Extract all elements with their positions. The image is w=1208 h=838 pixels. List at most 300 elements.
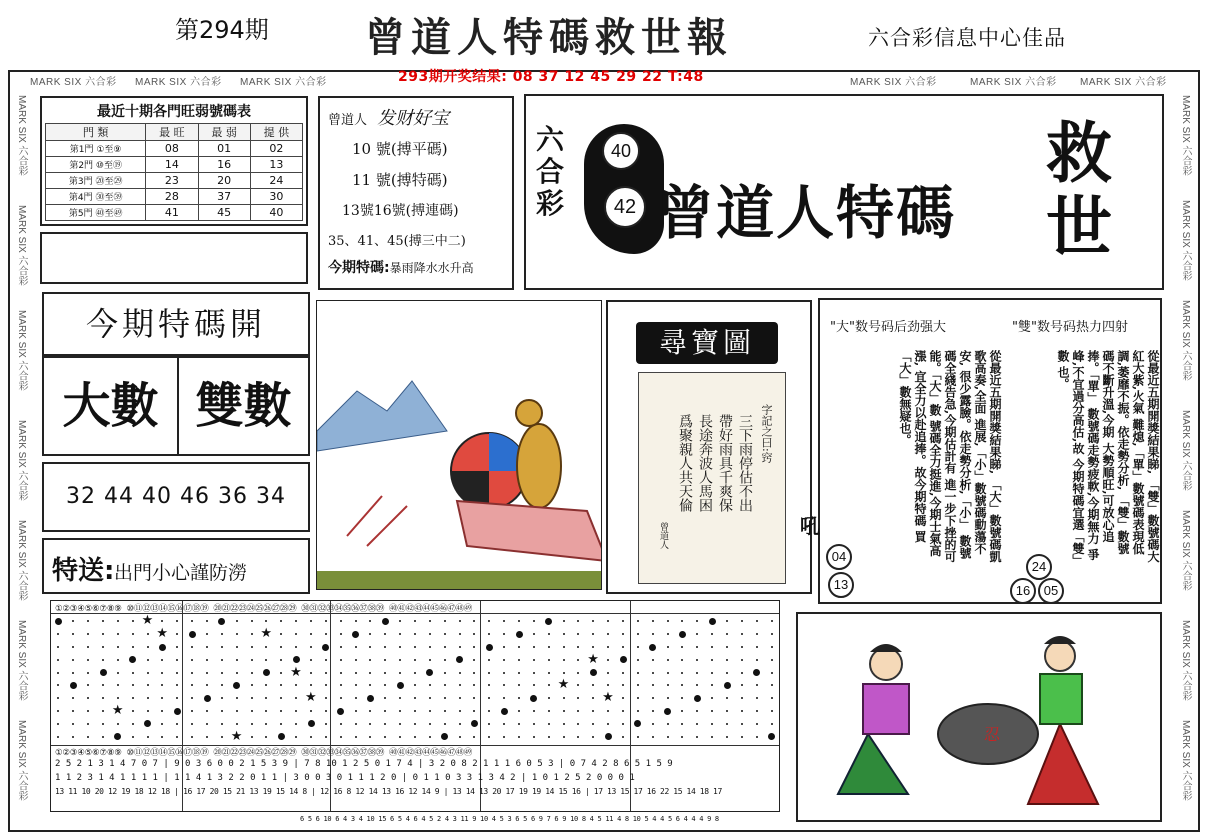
grid-dot (176, 697, 178, 699)
analysis-line: 號碼全力挺進,今期士氣高漲, (913, 350, 942, 557)
grid-dot (325, 710, 327, 712)
grid-dot (726, 710, 728, 712)
watermark-text: MARK SIX 六合彩 (240, 77, 327, 88)
grid-dot (694, 695, 701, 702)
grid-dot (176, 620, 178, 622)
side-watermark: MARK SIX 六合彩 (1180, 200, 1191, 281)
grid-dot (72, 646, 74, 648)
analysis-line: 調,萎靡不振。依走勢分析, (1116, 350, 1130, 491)
grid-dot (280, 684, 282, 686)
grid-dot (756, 659, 758, 661)
grid-dot (637, 672, 639, 674)
grid-dot (741, 684, 743, 686)
analysis-line: 今期特碼宜選「雙」數 (1056, 350, 1085, 561)
grid-dot (771, 659, 773, 661)
grid-dot (622, 710, 624, 712)
grid-dot (117, 620, 119, 622)
grid-dot (607, 620, 609, 622)
grid-dot (251, 672, 253, 674)
send-text: 出門小心謹防澇 (114, 562, 248, 584)
fortune-line: 35、41、45(搏三中二) (328, 234, 466, 249)
grid-dot (533, 723, 535, 725)
grid-dot (236, 723, 238, 725)
grid-dot (622, 672, 624, 674)
grid-dot (459, 620, 461, 622)
grid-dot (726, 620, 728, 622)
treasure-poem-line: 長途奔波人馬困 (697, 414, 713, 512)
grid-dot (236, 672, 238, 674)
grid-dot (533, 672, 535, 674)
grid-dot (310, 659, 312, 661)
grid-dot (607, 723, 609, 725)
grid-dot (236, 646, 238, 648)
grid-dot (518, 697, 520, 699)
grid-dot (548, 736, 550, 738)
grid-dot (414, 620, 416, 622)
grid-dot (518, 736, 520, 738)
grid-dot (251, 646, 253, 648)
grid-dot (102, 697, 104, 699)
grid-dot (622, 684, 624, 686)
grid-dot (176, 723, 178, 725)
main-title: 曾道人特碼救世報 (365, 14, 733, 61)
grid-dot (147, 710, 149, 712)
side-watermark: MARK SIX 六合彩 (1180, 95, 1191, 176)
grid-dot (117, 659, 119, 661)
grid-dot (756, 633, 758, 635)
grid-dot (444, 684, 446, 686)
last-result: 293期开奖结果: 08 37 12 45 29 22 T:48 (398, 69, 704, 85)
analysis-line: 數號碼全綫告急,今期估計有 (943, 350, 972, 559)
table-cell: 01 (198, 141, 250, 157)
table-cell: 37 (198, 189, 250, 205)
grid-dot (726, 646, 728, 648)
grid-dot (57, 633, 59, 635)
grid-dot (592, 646, 594, 648)
grid-dot (711, 736, 713, 738)
grid-dot (518, 672, 520, 674)
grid-dot (488, 659, 490, 661)
grid-dot (771, 646, 773, 648)
logo-ball-bottom: 42 (604, 186, 646, 228)
grid-dot (488, 736, 490, 738)
table-cell: 02 (250, 141, 302, 157)
grid-dot (533, 620, 535, 622)
grid-dot (295, 736, 297, 738)
grid-dot (696, 710, 698, 712)
grid-dot (444, 646, 446, 648)
grid-dot (545, 618, 552, 625)
side-watermark: MARK SIX 六合彩 (16, 520, 27, 601)
grid-dot (756, 736, 758, 738)
grid-dot (414, 723, 416, 725)
grid-dot (548, 723, 550, 725)
grid-dot (414, 697, 416, 699)
grid-dot (607, 659, 609, 661)
grid-dot (295, 633, 297, 635)
grid-dot (459, 723, 461, 725)
grid-dot (369, 684, 371, 686)
grid-dot (649, 644, 656, 651)
grid-dot (667, 736, 669, 738)
grid-dot (57, 646, 59, 648)
grid-dot (308, 720, 315, 727)
grid-dot (681, 620, 683, 622)
special-open-box (42, 292, 310, 356)
grid-dot (429, 697, 431, 699)
grid-dot (221, 723, 223, 725)
grid-dot (414, 646, 416, 648)
grid-dot (384, 736, 386, 738)
table-cell: 20 (198, 173, 250, 189)
grid-dot (681, 736, 683, 738)
grid-dot (548, 659, 550, 661)
grid-dot (57, 710, 59, 712)
grid-dot (741, 620, 743, 622)
grid-dot (696, 620, 698, 622)
analysis-line: 大勢順旺,可放心追捧。「單」 (1086, 350, 1115, 543)
logo-side-text: 六合彩 (536, 123, 565, 220)
grid-dot (488, 684, 490, 686)
grid-dot (369, 736, 371, 738)
fortune-line: 13號16號(搏連碼) (342, 203, 459, 219)
grid-star: ★ (260, 626, 273, 642)
grid-dot (355, 620, 357, 622)
grid-dot (265, 646, 267, 648)
cartoon-illustration (798, 614, 1160, 820)
grid-dot (634, 720, 641, 727)
grid-dot (117, 684, 119, 686)
grid-count-row: 2 5 2 1 3 1 4 7 0 7 | 9 0 3 6 0 0 2 1 5 3 9 | 7 8 10 1 2 5 0 1 7 4 | 3 2 0 8 2 1 1 1 6 0 5 3 | 0 7 4 2 8 6 5 1 5 9 (55, 759, 673, 769)
analysis-line: 宜全力以赴追捧。故今期特碼 (913, 370, 927, 527)
analysis-line: 從最近五期開獎結果睇, (988, 350, 1002, 475)
grid-dot (681, 672, 683, 674)
grid-dot (711, 684, 713, 686)
grid-dot (369, 710, 371, 712)
grid-dot (384, 684, 386, 686)
grid-dot (265, 620, 267, 622)
ten-period-table-box (40, 96, 308, 226)
grid-dot (488, 697, 490, 699)
grid-dot (681, 684, 683, 686)
grid-dot (191, 697, 193, 699)
grid-dot (590, 669, 597, 676)
grid-dot (711, 672, 713, 674)
grid-dot (473, 684, 475, 686)
grid-dot (726, 736, 728, 738)
analysis-line: 「雙」數號碼大紅大紫,火氣 (1131, 350, 1160, 563)
grid-dot (459, 710, 461, 712)
grid-dot (221, 736, 223, 738)
grid-dot (191, 672, 193, 674)
grid-dot (117, 697, 119, 699)
grid-star: ★ (587, 651, 599, 667)
grid-dot (174, 708, 181, 715)
grid-dot (206, 672, 208, 674)
grid-dot (399, 633, 401, 635)
grid-dot (709, 618, 716, 625)
grid-dot (340, 697, 342, 699)
table-header: 最 弱 (198, 124, 250, 141)
grid-dot (667, 646, 669, 648)
table-cell: 第1門 ①至⑨ (46, 141, 146, 157)
grid-dot (622, 736, 624, 738)
grid-dot (652, 684, 654, 686)
grid-dot (355, 684, 357, 686)
grid-dot (355, 710, 357, 712)
grid-dot (251, 697, 253, 699)
grid-dot (57, 697, 59, 699)
grid-dot (756, 646, 758, 648)
grid-dot (592, 710, 594, 712)
cartoon-seal: 忍 (984, 725, 1001, 744)
grid-dot (429, 620, 431, 622)
grid-dot (280, 723, 282, 725)
side-watermark: MARK SIX 六合彩 (16, 205, 27, 286)
fortune-label: 曾道人 (328, 113, 368, 128)
grid-dot (548, 684, 550, 686)
grid-dot (132, 684, 134, 686)
grid-dot (57, 736, 59, 738)
grid-dot (459, 646, 461, 648)
table-cell: 14 (146, 157, 198, 173)
grid-dot (102, 646, 104, 648)
grid-dot (637, 684, 639, 686)
grid-dot (221, 672, 223, 674)
grid-dot (488, 672, 490, 674)
grid-dot (129, 656, 136, 663)
grid-dot (741, 659, 743, 661)
grid-dot (399, 736, 401, 738)
table-header: 門 類 (46, 124, 146, 141)
grid-dot (132, 646, 134, 648)
side-watermark: MARK SIX 六合彩 (16, 310, 27, 391)
grid-dot (295, 620, 297, 622)
watermark-text: MARK SIX 六合彩 (850, 77, 937, 88)
grid-dot (592, 684, 594, 686)
grid-dot (503, 723, 505, 725)
grid-dot (147, 684, 149, 686)
grid-dot (369, 723, 371, 725)
grid-dot (771, 633, 773, 635)
grid-dot (607, 684, 609, 686)
grid-dot (176, 646, 178, 648)
grid-dot (444, 633, 446, 635)
fortune-brand: 发财好宝 (377, 108, 450, 129)
grid-dot (191, 684, 193, 686)
grid-dot (503, 633, 505, 635)
grid-dot (102, 659, 104, 661)
grid-dot (117, 723, 119, 725)
grid-dot (696, 646, 698, 648)
grid-dot (530, 695, 537, 702)
grid-dot (265, 659, 267, 661)
grid-dot (548, 710, 550, 712)
grid-dot (399, 659, 401, 661)
grid-dot (206, 736, 208, 738)
ten-table-title: 最近十期各門旺弱號碼表 (97, 104, 251, 120)
grid-dot (189, 631, 196, 638)
grid-dot (488, 633, 490, 635)
grid-dot (221, 684, 223, 686)
grid-dot (696, 672, 698, 674)
grid-dot (429, 646, 431, 648)
watermark-text: MARK SIX 六合彩 (30, 77, 117, 88)
analysis-line: 也。 (1056, 366, 1070, 391)
grid-star: ★ (156, 626, 169, 642)
grid-dot (310, 710, 312, 712)
grid-dot (280, 710, 282, 712)
grid-dot (667, 633, 669, 635)
grid-dot (295, 723, 297, 725)
grid-dot (251, 736, 253, 738)
grid-dot (191, 723, 193, 725)
grid-dot (87, 646, 89, 648)
grid-dot (251, 620, 253, 622)
grid-dot (577, 620, 579, 622)
grid-dot (117, 633, 119, 635)
grid-dot (637, 620, 639, 622)
side-watermark: MARK SIX 六合彩 (1180, 410, 1191, 491)
grid-dot (310, 684, 312, 686)
grid-dot (577, 697, 579, 699)
grid-dot (295, 710, 297, 712)
even-number-text: 雙數 (195, 378, 292, 434)
grid-dot (592, 736, 594, 738)
grid-star: ★ (141, 613, 154, 629)
grid-dot (57, 672, 59, 674)
grid-dot (548, 697, 550, 699)
grid-dot (325, 672, 327, 674)
treasure-poem-line: 帶好雨具千爽保 (717, 414, 733, 512)
grid-dot (251, 723, 253, 725)
grid-dot (132, 633, 134, 635)
grid-dot (310, 620, 312, 622)
trend-grid-box (50, 600, 780, 812)
grid-dot (218, 618, 225, 625)
grid-dot (191, 736, 193, 738)
table-cell: 16 (198, 157, 250, 173)
grid-dot (771, 697, 773, 699)
grid-dot (637, 710, 639, 712)
grid-dot (637, 736, 639, 738)
grid-dot (620, 656, 627, 663)
grid-dot (206, 710, 208, 712)
logo-box (524, 94, 1164, 290)
grid-dot (652, 672, 654, 674)
grid-dot (577, 633, 579, 635)
grid-dot (726, 633, 728, 635)
grid-dot (280, 697, 282, 699)
side-watermark: MARK SIX 六合彩 (16, 420, 27, 501)
treasure-map-box (606, 300, 812, 594)
grid-dot (503, 697, 505, 699)
grid-dot (771, 723, 773, 725)
grid-dot (459, 672, 461, 674)
grid-dot (132, 672, 134, 674)
grid-dot (726, 659, 728, 661)
grid-dot (756, 620, 758, 622)
grid-dot (265, 684, 267, 686)
grid-dot (191, 710, 193, 712)
grid-star: ★ (305, 690, 317, 706)
grid-dot (399, 710, 401, 712)
fortune-line: 11 號(搏特碼) (352, 171, 448, 189)
grid-dot (176, 672, 178, 674)
grid-dot (473, 672, 475, 674)
analysis-line: 很少露臉。依走勢分析,「小」 (958, 370, 972, 531)
grid-dot (87, 723, 89, 725)
grid-dot (325, 723, 327, 725)
grid-dot (161, 697, 163, 699)
grid-dot (280, 659, 282, 661)
grid-dot (280, 672, 282, 674)
grid-dot (756, 723, 758, 725)
grid-dot (221, 633, 223, 635)
grid-dot (414, 633, 416, 635)
grid-dot (622, 620, 624, 622)
grid-dot (340, 684, 342, 686)
grid-dot (533, 736, 535, 738)
table-cell: 08 (146, 141, 198, 157)
analysis-line: 數號碼走勢疲軟,今期無力 (1086, 408, 1100, 545)
grid-dot (667, 723, 669, 725)
grid-dot (429, 659, 431, 661)
grid-dot (488, 620, 490, 622)
logo-save-text: 救世 (1046, 114, 1112, 266)
grid-dot (206, 684, 208, 686)
grid-dot (488, 723, 490, 725)
grid-dot (696, 659, 698, 661)
grid-dot (414, 659, 416, 661)
grid-dot (652, 736, 654, 738)
side-watermark: MARK SIX 六合彩 (16, 720, 27, 801)
grid-dot (518, 684, 520, 686)
logo-ball-top: 40 (602, 132, 640, 170)
grid-dot (369, 633, 371, 635)
grid-dot (355, 723, 357, 725)
grid-dot (55, 618, 62, 625)
grid-dot (72, 736, 74, 738)
grid-dot (251, 633, 253, 635)
table-row (46, 141, 303, 157)
analysis-ball: 13 (828, 572, 854, 598)
grid-dot (221, 659, 223, 661)
grid-dot (159, 644, 166, 651)
grid-dot (72, 710, 74, 712)
grid-dot (384, 697, 386, 699)
grid-dot (384, 672, 386, 674)
grid-dot (414, 736, 416, 738)
ten-table (45, 123, 303, 221)
fortune-tip-text: 暴雨降水水升高 (389, 261, 474, 275)
grid-dot (577, 736, 579, 738)
fortune-tip-label: 今期特碼: (328, 260, 390, 276)
table-cell: 28 (146, 189, 198, 205)
grid-dot (652, 620, 654, 622)
grid-dot (548, 633, 550, 635)
grid-dot (144, 720, 151, 727)
grid-dot (204, 695, 211, 702)
grid-dot (459, 736, 461, 738)
analysis-line: 進一步下挫的可能。「大」數 (928, 350, 957, 563)
numbers-box (42, 462, 310, 532)
grid-dot (473, 620, 475, 622)
grid-rule-mid (51, 745, 779, 746)
grid-dot (518, 710, 520, 712)
grid-dot (340, 736, 342, 738)
grid-dot (340, 659, 342, 661)
